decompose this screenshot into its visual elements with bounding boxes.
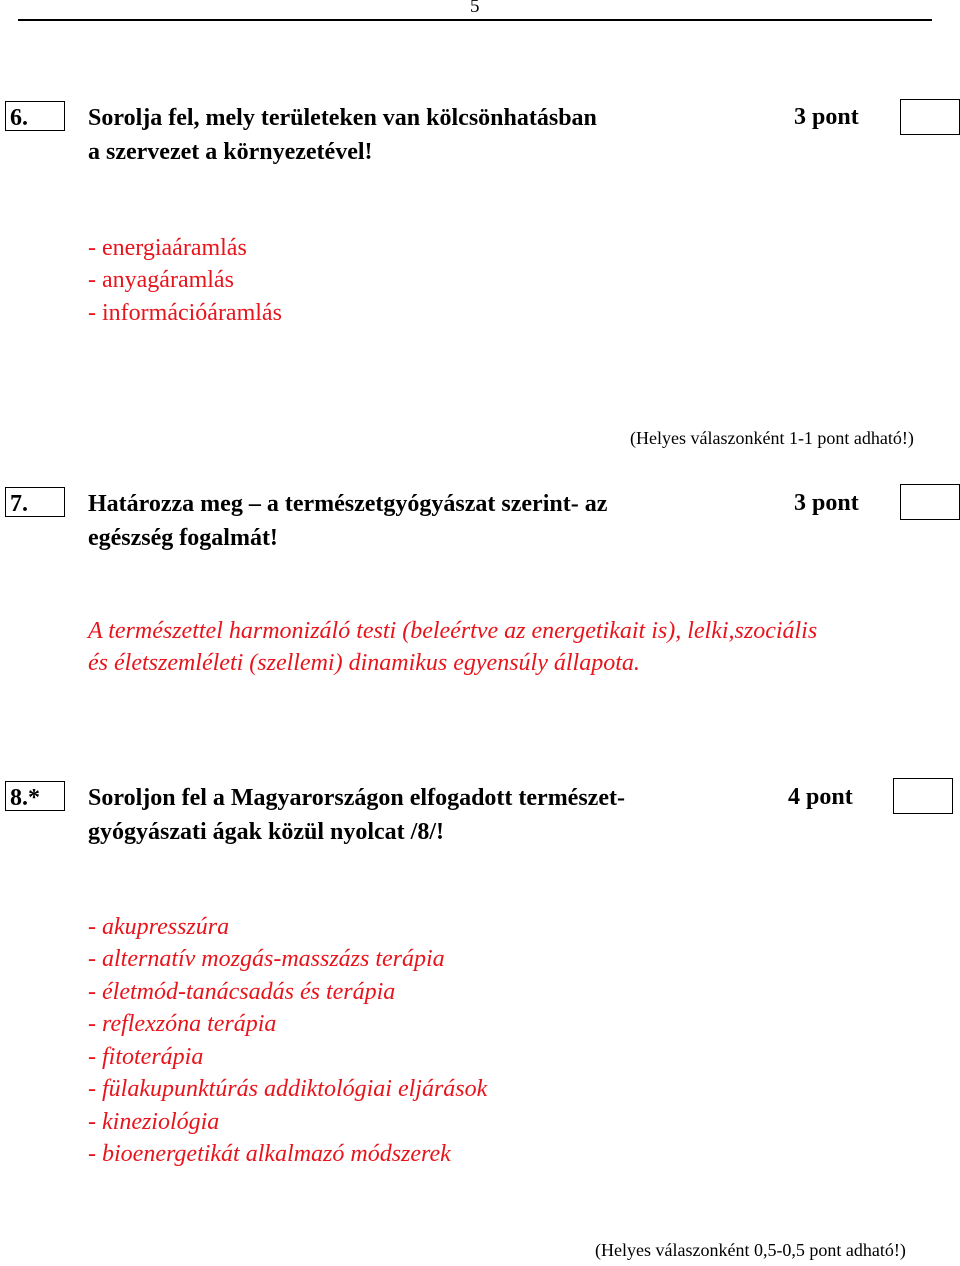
answer-line: - akupresszúra	[88, 914, 230, 940]
question-text-line: gyógyászati ágak közül nyolcat /8/!	[88, 819, 445, 845]
score-box[interactable]	[893, 778, 953, 814]
answer-line: - reflexzóna terápia	[88, 1011, 277, 1037]
question-text-line: egészség fogalmát!	[88, 525, 278, 551]
answer-line: - anyagáramlás	[88, 267, 234, 293]
answer-line: - alternatív mozgás-masszázs terápia	[88, 946, 445, 972]
answer-line: és életszemléleti (szellemi) dinamikus egyensúly állapota.	[88, 650, 640, 676]
answer-line: A természettel harmonizáló testi (beleértve az energetikait is), lelki,szociális	[88, 618, 818, 644]
answer-line: - energiaáramlás	[88, 235, 247, 261]
question-number: 7.	[10, 491, 28, 517]
points-label: 4 pont	[788, 784, 853, 810]
question-number: 8.*	[10, 785, 40, 811]
top-rule	[18, 19, 932, 21]
question-text-line: Soroljon fel a Magyarországon elfogadott természet-	[88, 785, 625, 811]
scoring-note: (Helyes válaszonként 0,5-0,5 pont adható!)	[595, 1240, 906, 1260]
question-text-line: a szervezet a környezetével!	[88, 139, 373, 165]
answer-line: - életmód-tanácsadás és terápia	[88, 979, 396, 1005]
answer-line: - információáramlás	[88, 300, 282, 326]
answer-line: - kineziológia	[88, 1109, 220, 1135]
points-label: 3 pont	[794, 490, 859, 516]
question-text-line: Határozza meg – a természetgyógyászat szerint- az	[88, 491, 608, 517]
question-number: 6.	[10, 105, 28, 131]
score-box[interactable]	[900, 99, 960, 135]
points-label: 3 pont	[794, 104, 859, 130]
answer-line: - fülakupunktúrás addiktológiai eljárások	[88, 1076, 488, 1102]
page-number: 5	[470, 0, 480, 17]
scoring-note: (Helyes válaszonként 1-1 pont adható!)	[630, 428, 914, 448]
question-text-line: Sorolja fel, mely területeken van kölcsönhatásban	[88, 105, 597, 131]
answer-line: - bioenergetikát alkalmazó módszerek	[88, 1141, 451, 1167]
score-box[interactable]	[900, 484, 960, 520]
answer-line: - fitoterápia	[88, 1044, 204, 1070]
